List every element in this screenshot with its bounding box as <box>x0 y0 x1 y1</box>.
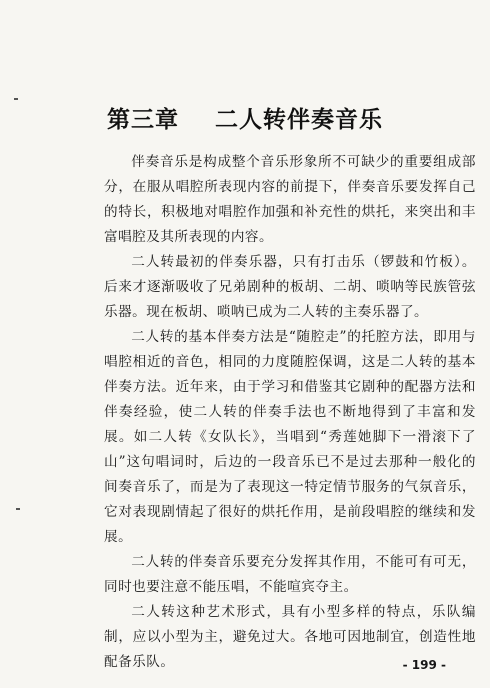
paragraph: 伴奏音乐是构成整个音乐形象所不可缺少的重要组成部分，在服从唱腔所表现内容的前提下，伴奏音乐要发挥自己的特长，积极地对唱腔作加强和补充性的烘托，来突出和丰富唱腔及其所表现的内容。 <box>104 154 476 245</box>
paragraph: 二人转这种艺术形式，具有小型多样的特点，乐队编制，应以小型为主，避免过大。各地可因地制宜，创造性地配备乐队。 <box>104 604 476 670</box>
chapter-title: 第三章 二人转伴奏音乐 <box>106 107 384 134</box>
scan-mark <box>16 508 20 510</box>
paragraph: 二人转的伴奏音乐要充分发挥其作用，不能可有可无，同时也要注意不能压唱，不能喧宾夺主。 <box>104 554 476 595</box>
chapter-body <box>104 150 476 675</box>
scan-mark <box>14 98 18 100</box>
paragraph: 二人转最初的伴奏乐器，只有打击乐（锣鼓和竹板）。后来才逐渐吸收了兄弟剧种的板胡、二胡、唢呐等民族管弦乐器。现在板胡、唢呐已成为二人转的主奏乐器了。 <box>104 254 476 320</box>
paragraph: 二人转的基本伴奏方法是“随腔走”的托腔方法，即用与唱腔相近的音色，相同的力度随腔保调，这是二人转的基本伴奏方法。近年来，由于学习和借鉴其它剧种的配器方法和伴奏经验，使二人转的伴奏手法也不断地得到了丰富和发展。如二人转《女队长》，当唱到“秀莲她脚下一滑滚下了山”这句唱词时，后边的一段音乐已不是过去那种一般化的间奏音乐了，而是为了表现这一特定情节服务的气氛音乐，它对表现剧情起了很好的烘托作用，是前段唱腔的继续和发展。 <box>104 329 476 545</box>
page-number: - 199 - <box>402 658 446 672</box>
